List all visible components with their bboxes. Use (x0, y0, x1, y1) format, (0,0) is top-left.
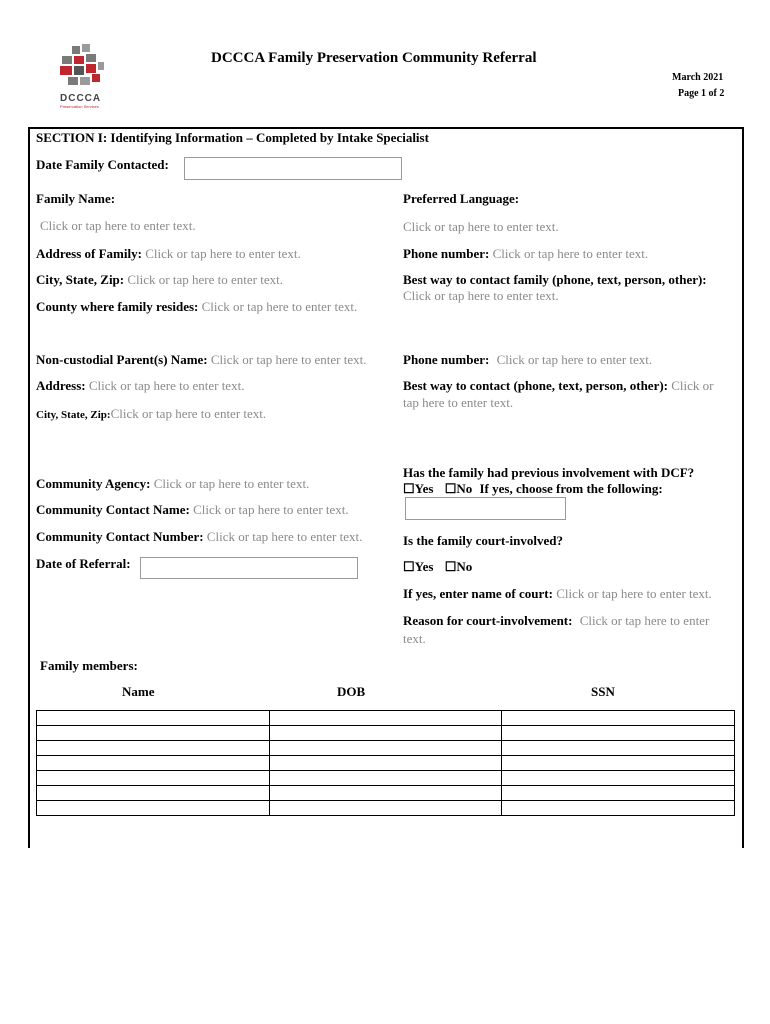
contact-number-field[interactable]: Click or tap here to enter text. (206, 529, 363, 544)
contact-name-row (36, 502, 349, 518)
referral-date-label: Date of Referral: (36, 556, 131, 571)
phone-label: Phone number: (403, 246, 490, 261)
community-agency-label: Community Agency: (36, 476, 151, 491)
address-field[interactable]: Click or tap here to enter text. (145, 246, 301, 261)
address-label: Address of Family: (36, 246, 142, 261)
nc-address-field[interactable]: Click or tap here to enter text. (88, 378, 245, 393)
noncustodial-row (36, 352, 366, 368)
county-field[interactable]: Click or tap here to enter text. (201, 299, 358, 314)
preferred-language-field[interactable]: Click or tap here to enter text. (403, 219, 559, 234)
family-members-label: Family members: (40, 658, 138, 673)
court-reason-field-a[interactable]: Click or tap here to enter (579, 613, 710, 628)
table-row (37, 801, 735, 816)
name-cell[interactable] (37, 741, 270, 756)
name-cell[interactable] (37, 711, 270, 726)
court-name-label: If yes, enter name of court: (403, 586, 553, 601)
court-name-field[interactable]: Click or tap here to enter text. (556, 586, 712, 601)
family-name-label: Family Name: (36, 191, 116, 206)
column-header-ssn: SSN (591, 684, 615, 699)
court-no-checkbox[interactable]: ☐No (444, 559, 473, 574)
name-cell[interactable] (37, 801, 270, 816)
preferred-language-label: Preferred Language: (403, 191, 520, 206)
nc-best-way-label: Best way to contact (phone, text, person, other): (403, 378, 669, 393)
nc-address-row (36, 378, 244, 394)
dcf-question: Has the family had previous involvement with DCF? (403, 465, 695, 480)
section-frame-left (28, 127, 30, 848)
court-question: Is the family court-involved? (403, 533, 563, 548)
dob-cell[interactable] (269, 741, 502, 756)
contact-name-field[interactable]: Click or tap here to enter text. (193, 502, 349, 517)
table-row (37, 771, 735, 786)
dob-cell[interactable] (269, 756, 502, 771)
dob-cell[interactable] (269, 726, 502, 741)
best-way-label: Best way to contact family (phone, text, person, other): (403, 272, 707, 287)
date-contacted-label: Date Family Contacted: (36, 157, 169, 172)
nc-best-way-field-b[interactable]: tap here to enter text. (403, 395, 514, 410)
city-label: City, State, Zip: (36, 272, 125, 287)
name-cell[interactable] (37, 756, 270, 771)
nc-best-way-row (403, 378, 714, 394)
ssn-cell[interactable] (502, 711, 735, 726)
table-row (37, 756, 735, 771)
name-cell[interactable] (37, 771, 270, 786)
community-agency-row (36, 476, 309, 492)
section-heading: SECTION I: Identifying Information – Completed by Intake Specialist (36, 130, 429, 145)
nc-phone-field[interactable]: Click or tap here to enter text. (496, 352, 653, 367)
section-frame-top (28, 127, 744, 129)
contact-number-row (36, 529, 362, 545)
court-name-row (403, 586, 712, 602)
nc-phone-label: Phone number: (403, 352, 490, 367)
nc-address-label: Address: (36, 378, 86, 393)
city-field[interactable]: Click or tap here to enter text. (127, 272, 283, 287)
court-reason-field-b[interactable]: text. (403, 631, 426, 646)
table-row (37, 786, 735, 801)
logo-mark-icon (56, 44, 106, 88)
noncustodial-field[interactable]: Click or tap here to enter text. (210, 352, 367, 367)
table-row (37, 741, 735, 756)
dob-cell[interactable] (269, 711, 502, 726)
address-row (36, 246, 301, 262)
nc-city-label: City, State, Zip: (36, 409, 111, 421)
table-row (37, 711, 735, 726)
dcf-if-yes-label: If yes, choose from the following: (479, 481, 663, 496)
noncustodial-label: Non-custodial Parent(s) Name: (36, 352, 208, 367)
name-cell[interactable] (37, 786, 270, 801)
county-label: County where family resides: (36, 299, 199, 314)
ssn-cell[interactable] (502, 741, 735, 756)
nc-city-row (36, 405, 266, 423)
date-contacted-field[interactable] (184, 157, 402, 180)
dob-cell[interactable] (269, 801, 502, 816)
dob-cell[interactable] (269, 771, 502, 786)
logo-text: DCCCA (60, 93, 102, 104)
nc-phone-row (403, 352, 652, 368)
phone-row (403, 246, 648, 262)
dob-cell[interactable] (269, 786, 502, 801)
referral-date-field[interactable] (140, 557, 358, 579)
family-name-field[interactable]: Click or tap here to enter text. (40, 218, 196, 233)
nc-best-way-field-a[interactable]: Click or (671, 378, 714, 393)
revision-date: March 2021 (672, 72, 724, 83)
contact-number-label: Community Contact Number: (36, 529, 204, 544)
nc-city-field[interactable]: Click or tap here to enter text. (110, 406, 267, 421)
column-header-name: Name (122, 684, 155, 699)
court-yes-checkbox[interactable]: ☐Yes (403, 559, 434, 574)
ssn-cell[interactable] (502, 726, 735, 741)
best-way-field[interactable]: Click or tap here to enter text. (403, 288, 559, 303)
phone-field[interactable]: Click or tap here to enter text. (492, 246, 649, 261)
dcf-answer-row (403, 481, 663, 497)
family-members-table (36, 710, 735, 816)
logo-subtext: Preservation Services (60, 104, 99, 109)
page-number: Page 1 of 2 (678, 88, 725, 99)
court-reason-row (403, 613, 709, 629)
dccca-logo (56, 44, 106, 109)
county-row (36, 299, 357, 315)
court-reason-label: Reason for court-involvement: (403, 613, 573, 628)
name-cell[interactable] (37, 726, 270, 741)
ssn-cell[interactable] (502, 801, 735, 816)
ssn-cell[interactable] (502, 771, 735, 786)
page-title: DCCCA Family Preservation Community Referral (211, 50, 537, 66)
contact-name-label: Community Contact Name: (36, 502, 190, 517)
dcf-involvement-dropdown[interactable] (405, 497, 566, 520)
ssn-cell[interactable] (502, 786, 735, 801)
dcf-no-checkbox[interactable]: ☐No (444, 481, 473, 496)
column-header-dob: DOB (337, 684, 366, 699)
city-row (36, 272, 283, 288)
court-answer-row (403, 559, 472, 575)
dcf-yes-checkbox[interactable]: ☐Yes (403, 481, 434, 496)
community-agency-field[interactable]: Click or tap here to enter text. (153, 476, 310, 491)
section-frame-right (742, 127, 744, 848)
ssn-cell[interactable] (502, 756, 735, 771)
table-row (37, 726, 735, 741)
